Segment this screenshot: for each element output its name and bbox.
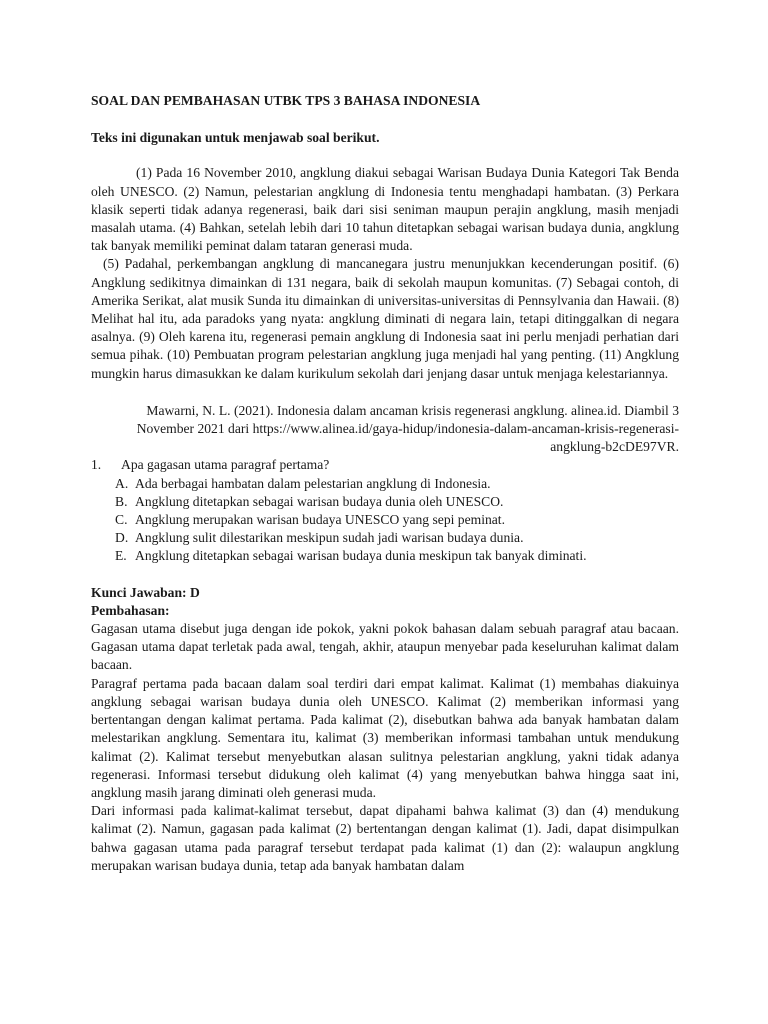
option-text: Angklung ditetapkan sebagai warisan budaya dunia meskipun tak banyak diminati. (135, 548, 587, 564)
option-letter: C. (115, 512, 128, 528)
discussion-paragraph-3: Dari informasi pada kalimat-kalimat tersebut, dapat dipahami bahwa kalimat (3) dan (4) mendukung kalimat (2). Namun, gagasan pada kalimat (2) bertentangan dengan kalimat (1). Jadi, dapat disimpulkan bahwa gagasan utama pada paragraf tersebut terdapat pada kalimat (1) dan (2): walaupun angklung merupakan warisan budaya dunia, tetap ada banyak hambatan dalam (91, 803, 679, 873)
option-letter: D. (115, 530, 129, 546)
question-text: Apa gagasan utama paragraf pertama? (121, 457, 330, 473)
option-text: Ada berbagai hambatan dalam pelestarian angklung di Indonesia. (135, 475, 491, 491)
option-letter: A. (115, 475, 129, 491)
option-letter: B. (115, 493, 128, 509)
option-letter: E. (115, 548, 127, 564)
instruction-text: Teks ini digunakan untuk menjawab soal berikut. (91, 130, 380, 146)
reading-paragraph-1: (1) Pada 16 November 2010, angklung diakui sebagai Warisan Budaya Dunia Kategori Tak Benda oleh UNESCO. (2) Namun, pelestarian angklung di Indonesia tentu menghadapi hambatan. (3) Perkara klasik seperti tidak adanya regenerasi, baik dari sisi seniman maupun perajin angklung, masih menjadi masalah utama. (4) Bahkan, setelah lebih dari 10 tahun ditetapkan sebagai warisan budaya dunia, angklung tak banyak memiliki peminat dalam tataran generasi muda. (91, 165, 679, 254)
discussion-paragraph-1: Gagasan utama disebut juga dengan ide pokok, yakni pokok bahasan dalam sebuah paragraf atau bacaan. Gagasan utama dapat terletak pada awal, tengah, akhir, ataupun menyebar pada keseluruhan kalimat dalam bacaan. (91, 621, 679, 673)
discussion-heading: Pembahasan: (91, 602, 170, 618)
option-c (115, 511, 679, 529)
option-text: Angklung sulit dilestarikan meskipun sudah jadi warisan budaya dunia. (135, 530, 524, 546)
question-stem (91, 456, 679, 474)
option-text: Angklung merupakan warisan budaya UNESCO yang sepi peminat. (135, 512, 505, 528)
answer-key: Kunci Jawaban: D (91, 584, 200, 600)
option-a (115, 475, 679, 493)
option-d (115, 529, 679, 547)
answer-options (91, 475, 679, 566)
question-number: 1. (91, 457, 102, 473)
reading-paragraph-2: (5) Padahal, perkembangan angklung di mancanegara justru menunjukkan kecenderungan positif. (6) Angklung sedikitnya dimainkan di 131 negara, baik di sekolah maupun komunitas. (7) Sebagai contoh, di Amerika Serikat, alat musik Sunda itu dimainkan di universitas-universitas di Pennsylvania dan Hawaii. (8) Melihat hal itu, ada paradoks yang nyata: angklung diminati di negara lain, tetapi ditinggalkan di negara asalnya. (9) Oleh karena itu, regenerasi pemain angklung di Indonesia saat ini perlu menjadi perhatian dari semua pihak. (10) Pembuatan program pelestarian angklung juga menjadi hal yang penting. (11) Angklung mungkin harus dimasukkan ke dalam kurikulum sekolah dari jenjang dasar untuk menjaga kelestariannya. (91, 256, 679, 381)
source-citation: Mawarni, N. L. (2021). Indonesia dalam ancaman krisis regenerasi angklung. alinea.id. Diambil 3 November 2021 dari https://www.alinea.id/gaya-hidup/indonesia-dalam-ancaman-krisis-regenerasi-angklung-b2cDE97VR. (136, 402, 679, 455)
document-title: SOAL DAN PEMBAHASAN UTBK TPS 3 BAHASA INDONESIA (91, 93, 481, 108)
question-1 (91, 456, 679, 565)
discussion-paragraph-2: Paragraf pertama pada bacaan dalam soal terdiri dari empat kalimat. Kalimat (1) membahas diakuinya angklung sebagai warisan budaya dunia oleh UNESCO. Kalimat (2) memberikan informasi yang bertentangan dengan kalimat pertama. Pada kalimat (2), disebutkan bahwa ada banyak hambatan dalam melestarikan angklung. Sementara itu, kalimat (3) memberikan informasi tambahan untuk mendukung kalimat (2). Kalimat tersebut menyebutkan alasan sulitnya pelestarian angklung, yakni tidak adanya regenerasi. Informasi tersebut didukung oleh kalimat (4) yang menyebutkan bahwa hingga saat ini, angklung masih jarang diminati oleh generasi muda. (91, 675, 679, 800)
option-b (115, 493, 679, 511)
document-page (91, 92, 679, 875)
option-text: Angklung ditetapkan sebagai warisan budaya dunia oleh UNESCO. (135, 493, 504, 509)
option-e (115, 547, 679, 565)
